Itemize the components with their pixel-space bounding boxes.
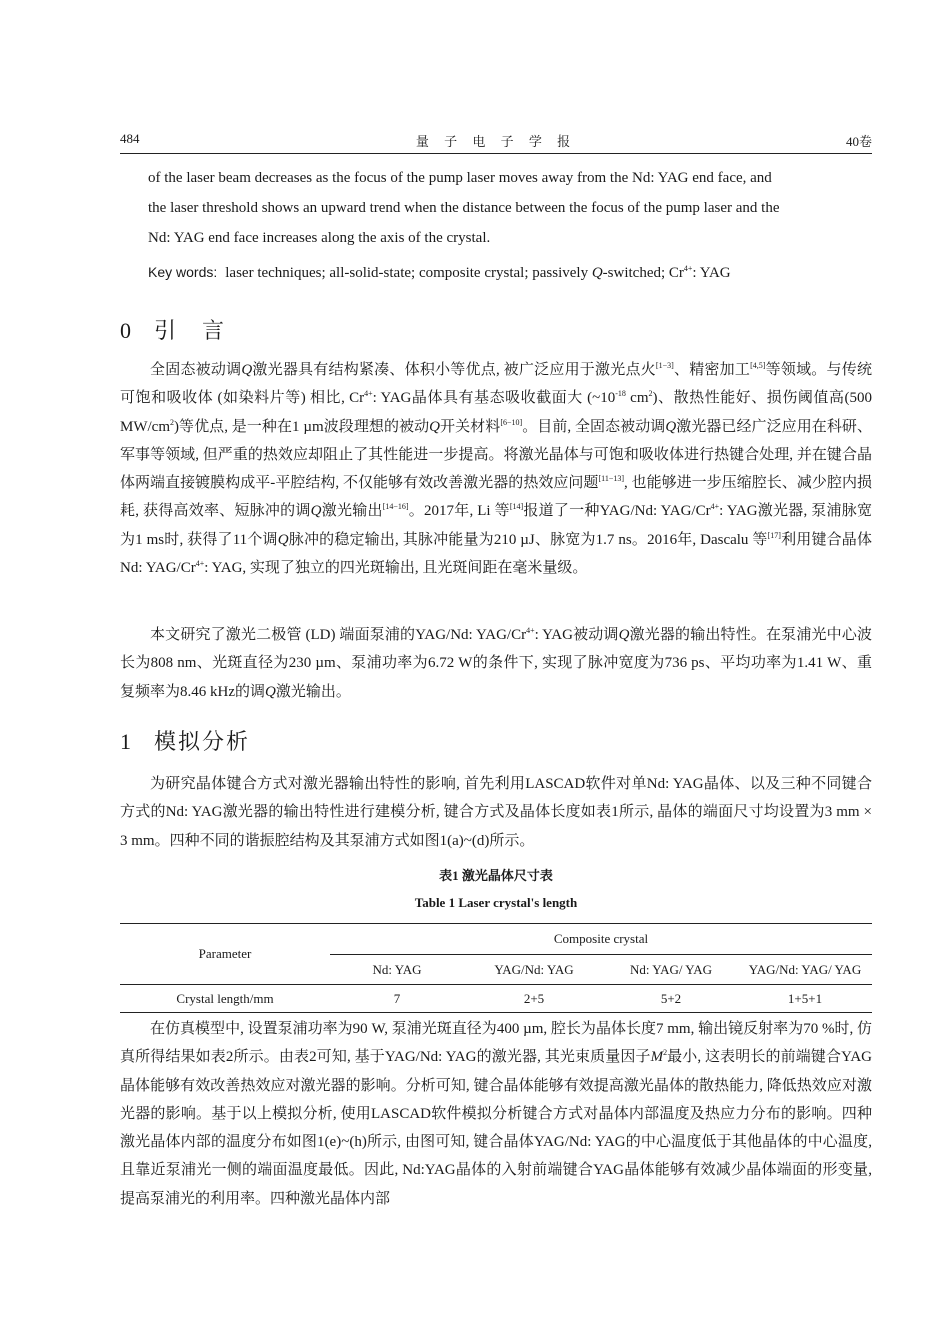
table-column-header: Nd: YAG [372, 961, 422, 977]
section-0-heading [120, 316, 226, 346]
table-column-header: YAG/Nd: YAG [494, 961, 574, 977]
table-header-group: Composite crystal [330, 924, 872, 955]
keywords-label: Key words: [148, 264, 218, 280]
simulation-paragraph-1: 为研究晶体键合方式对激光器输出特性的影响, 首先利用LASCAD软件对单Nd: YAG晶体、以及三种不同键合方式的Nd: YAG激光器的输出特性进行建模分析, 键合方式及晶体长度如表1所示, 晶体的端面尺寸均设置为3 mm × 3 mm。四种不同的谐振腔结构及其泵浦方式如图1(a)~(d)所示。 [120, 776, 872, 849]
page-number: 484 [120, 131, 140, 146]
crystal-length-table [120, 923, 872, 1013]
keywords: Key words: laser techniques; all-solid-state; composite crystal; passively Q-switched; $Cr^{4+}$: YAG [148, 264, 731, 281]
abstract-line: Nd: YAG end face increases along the axis of the crystal. [148, 230, 491, 246]
table-cell: 5+2 [660, 990, 682, 1006]
section-title: 模拟分析 [154, 729, 251, 754]
table-column-header: YAG/Nd: YAG/ YAG [748, 961, 862, 977]
running-header [120, 131, 872, 153]
table-cell: 2+5 [523, 990, 545, 1006]
table-caption-en: Table 1 Laser crystal's length [414, 895, 578, 910]
simulation-paragraph-2: 在仿真模型中, 设置泵浦功率为90 W, 泵浦光斑直径为400 µm, 腔长为晶体长度7 mm, 输出镜反射率为70 %时, 仿真所得结果如表2所示。由表2可知, 基于YAG/Nd: YAG的激光器, 其光束质量因子$M^2$最小, 这表明长的前端键合YAG晶体能够有效改善热效应对激光器的影响。分析可知, 键合晶体能够有效提高激光晶体的散热能力, 降低热效应对激光器的影响。基于以上模拟分析, 使用LASCAD软件模拟分析键合方式对晶体内部温度及热应力分布的影响。四种激光晶体内部的温度分布如图1(e)~(h)所示, 由图可知, 键合晶体YAG/Nd: YAG的中心温度低于其他晶体的中心温度, 且靠近泵浦光一侧的端面温度最低。因此, Nd:YAG晶体的入射前端键合YAG晶体能够有效减少晶体端面的形变量, 提高泵浦光的利用率。四种激光晶体内部 [120, 1021, 872, 1207]
header-rule [120, 153, 872, 154]
table-cell: 7 [393, 990, 401, 1006]
table-row-label: Crystal length/mm [176, 990, 274, 1006]
table-cell: 1+5+1 [787, 990, 823, 1006]
abstract-continued [148, 163, 848, 253]
abstract-line: the laser threshold shows an upward trend when the distance between the focus of the pump laser and the [148, 200, 780, 216]
intro-paragraph-1: 全固态被动调Q激光器具有结构紧凑、体积小等优点, 被广泛应用于激光点火[1−3]、精密加工[4,5]等领域。与传统可饱和吸收体 (如染料片等) 相比, $Cr^{4+}$: YAG晶体具有基态吸收截面大 ($\sim 10^{-18}$ $cm^2$)、散热性能好、损伤阈值高(500 $MW/cm^2$)等优点, 是一种在1 µm波段理想的被动Q开关材料[6−10]。目前, 全固态被动调Q激光器已经广泛应用在科研、军事等领域, 但严重的热效应却阻止了其性能进一步提高。将激光晶体与可饱和吸收体进行热键合处理, 并在键合晶体两端直接镀膜构成平-平腔结构, 不仅能够有效改善激光器的热效应问题[11−13], 也能够进一步压缩腔长、减少腔内损耗, 获得高效率、短脉冲的调Q激光输出[14−16]。2017年, Li 等[14]报道了一种YAG/Nd: YAG/$Cr^{4+}$: YAG激光器, 泵浦脉宽为1 ms时, 获得了11个调Q脉冲的稳定输出, 其脉冲能量为210 µJ、脉宽为1.7 ns。2016年, Dascalu 等[17]利用键合晶体Nd: YAG/$Cr^{4+}$: YAG, 实现了独立的四光斑输出, 且光斑间距在毫米量级。 [120, 361, 872, 577]
table-caption-cn: 表1 激光晶体尺寸表 [439, 868, 553, 883]
volume-number: 40卷 [845, 134, 872, 149]
section-number: 0 [120, 318, 133, 343]
journal-name: 量 子 电 子 学 报 [415, 134, 577, 149]
abstract-line: of the laser beam decreases as the focus of the pump laser moves away from the Nd: YAG end face, and [148, 170, 772, 186]
intro-paragraph-2: 本文研究了激光二极管 (LD) 端面泵浦的YAG/Nd: YAG/$Cr^{4+}$: YAG被动调Q激光器的输出特性。在泵浦光中心波长为808 nm、光斑直径为230 µm、泵浦功率为6.72 W的条件下, 实现了脉冲宽度为736 ps、平均功率为1.41 W、重复频率为8.46 kHz的调Q激光输出。 [120, 626, 872, 700]
table-column-header: Nd: YAG/ YAG [629, 961, 713, 977]
section-1-heading [120, 727, 250, 757]
table-header-parameter: Parameter [198, 946, 252, 961]
section-title: 引 言 [154, 318, 227, 343]
section-number: 1 [120, 729, 133, 754]
